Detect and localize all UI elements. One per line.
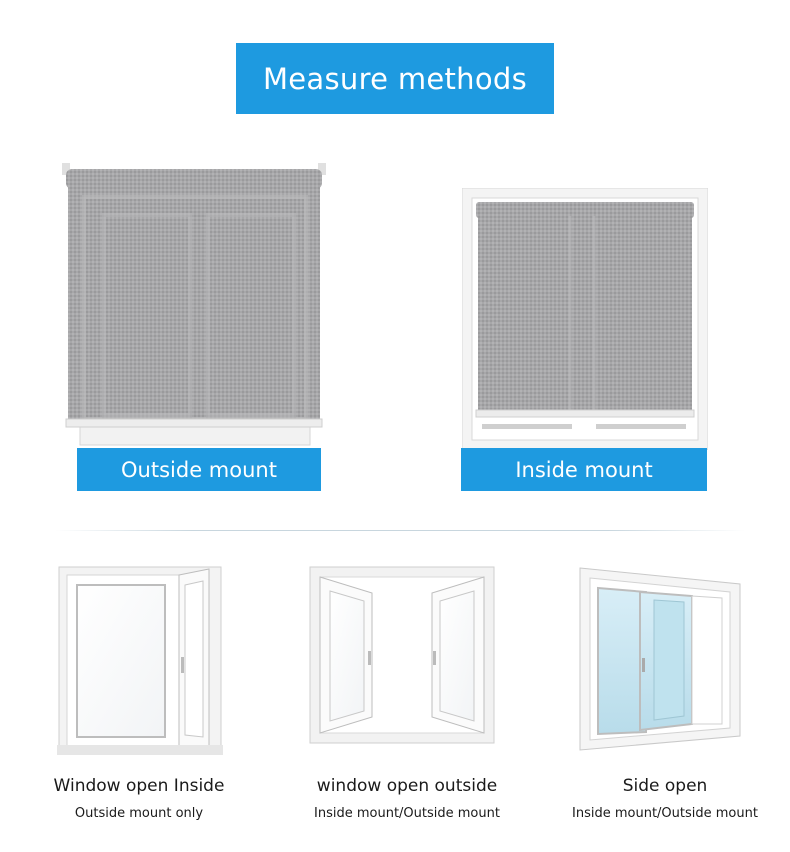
side-open-window-image bbox=[576, 566, 746, 752]
outside-mount-blind-image bbox=[58, 155, 330, 455]
window-open-inside-image bbox=[57, 565, 223, 755]
window-open-inside-subcaption: Outside mount only bbox=[74, 806, 204, 821]
window-open-outside-image bbox=[308, 565, 496, 745]
outside-mount-label-text: Outside mount bbox=[121, 457, 277, 482]
inside-mount-label-text: Inside mount bbox=[515, 457, 653, 482]
section-divider bbox=[55, 530, 745, 531]
page-title bbox=[236, 43, 554, 114]
side-open-subcaption: Inside mount/Outside mount bbox=[572, 806, 758, 821]
page-title-text: Measure methods bbox=[262, 61, 528, 96]
outside-mount-label bbox=[77, 448, 321, 491]
window-open-inside-caption: Window open Inside bbox=[53, 776, 225, 796]
inside-mount-blind-image bbox=[462, 188, 708, 450]
side-open-caption: Side open bbox=[622, 776, 708, 796]
inside-mount-label bbox=[461, 448, 707, 491]
window-open-outside-caption: window open outside bbox=[316, 776, 498, 796]
window-open-outside-subcaption: Inside mount/Outside mount bbox=[314, 806, 500, 821]
